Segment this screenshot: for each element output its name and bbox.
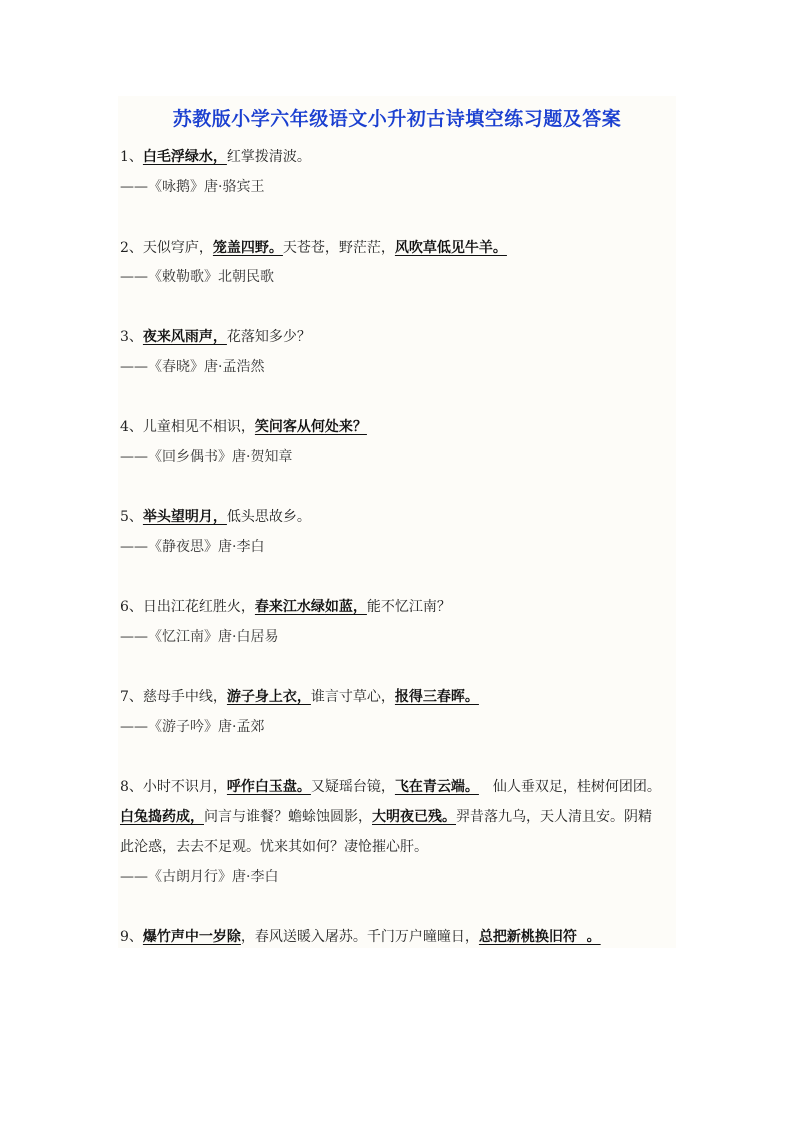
question-number: 3、	[120, 329, 143, 345]
question-text: 又疑瑶台镜，	[310, 779, 395, 795]
poem-source: ——《春晓》唐·孟浩然	[120, 359, 265, 375]
question-text: 此沦惑，去去不足观。忧来其如何？凄怆摧心肝。	[120, 839, 428, 855]
poem-source: ——《静夜思》唐·李白	[120, 539, 265, 555]
answer-blank: 春来江水绿如蓝，	[254, 599, 367, 615]
answer-blank: 爆竹声中一岁除	[142, 929, 241, 945]
question-number: 4、	[120, 419, 143, 435]
answer-blank: 白毛浮绿水，	[142, 149, 227, 165]
question-2	[120, 237, 507, 259]
question-text: 天苍苍，野茫茫，	[282, 240, 395, 256]
question-text: 低头思故乡。	[226, 509, 311, 525]
poem-source: ——《忆江南》唐·白居易	[120, 629, 279, 645]
question-text: 红掌拨清波。	[226, 149, 311, 165]
answer-blank: 白兔捣药成，	[120, 809, 204, 825]
question-text: 天似穹庐，	[142, 240, 213, 256]
question-text: 儿童相见不相识，	[142, 419, 255, 435]
answer-blank: 笑问客从何处来？	[254, 419, 367, 435]
question-9	[120, 926, 601, 948]
question-7	[120, 686, 479, 708]
question-text: 花落知多少？	[226, 329, 311, 345]
answer-blank: 风吹草低见牛羊。	[394, 240, 507, 256]
question-6	[120, 596, 451, 618]
question-text: 问言与谁餐？蟾蜍蚀圆影，	[204, 809, 372, 825]
poem-source: ——《咏鹅》唐·骆宾王	[120, 179, 265, 195]
answer-blank: 夜来风雨声，	[142, 329, 227, 345]
document-title: 苏教版小学六年级语文小升初古诗填空练习题及答案	[172, 108, 622, 130]
question-number: 6、	[120, 599, 143, 615]
answer-blank: 总把新桃换旧符 。	[478, 929, 601, 945]
question-text: 日出江花红胜火，	[142, 599, 255, 615]
question-8-line-2	[120, 806, 652, 828]
question-text: 能不忆江南？	[366, 599, 451, 615]
poem-source: ——《回乡偶书》唐·贺知章	[120, 449, 293, 465]
answer-blank: 游子身上衣，	[226, 689, 311, 705]
poem-source: ——《游子吟》唐·孟郊	[120, 719, 265, 735]
answer-blank: 呼作白玉盘。	[226, 779, 311, 795]
question-text: ，春风送暖入屠苏。千门万户曈曈日，	[240, 929, 479, 945]
question-number: 5、	[120, 509, 143, 525]
question-number: 7、	[120, 689, 143, 705]
question-4	[120, 416, 367, 438]
answer-blank: 举头望明月，	[142, 509, 227, 525]
question-text: 慈母手中线，	[142, 689, 227, 705]
question-number: 1、	[120, 149, 143, 165]
answer-blank: 笼盖四野。	[212, 240, 283, 256]
question-text: 小时不识月，	[142, 779, 227, 795]
question-number: 9、	[120, 929, 143, 945]
question-1	[120, 146, 311, 168]
question-8-line-3	[120, 836, 428, 858]
answer-blank: 飞在青云端。	[394, 779, 479, 795]
poem-source: ——《敕勒歌》北朝民歌	[120, 269, 274, 285]
question-5	[120, 506, 311, 528]
question-number: 8、	[120, 779, 143, 795]
answer-blank: 报得三春晖。	[394, 689, 479, 705]
question-text: 仙人垂双足，桂树何团团。	[492, 779, 661, 795]
question-text: 羿昔落九乌，天人清且安。阴精	[456, 809, 652, 825]
answer-blank: 大明夜已残。	[372, 809, 456, 825]
question-text: 谁言寸草心，	[310, 689, 395, 705]
question-3	[120, 326, 311, 348]
poem-source: ——《古朗月行》唐·李白	[120, 869, 279, 885]
question-number: 2、	[120, 240, 143, 256]
question-8	[120, 776, 661, 798]
